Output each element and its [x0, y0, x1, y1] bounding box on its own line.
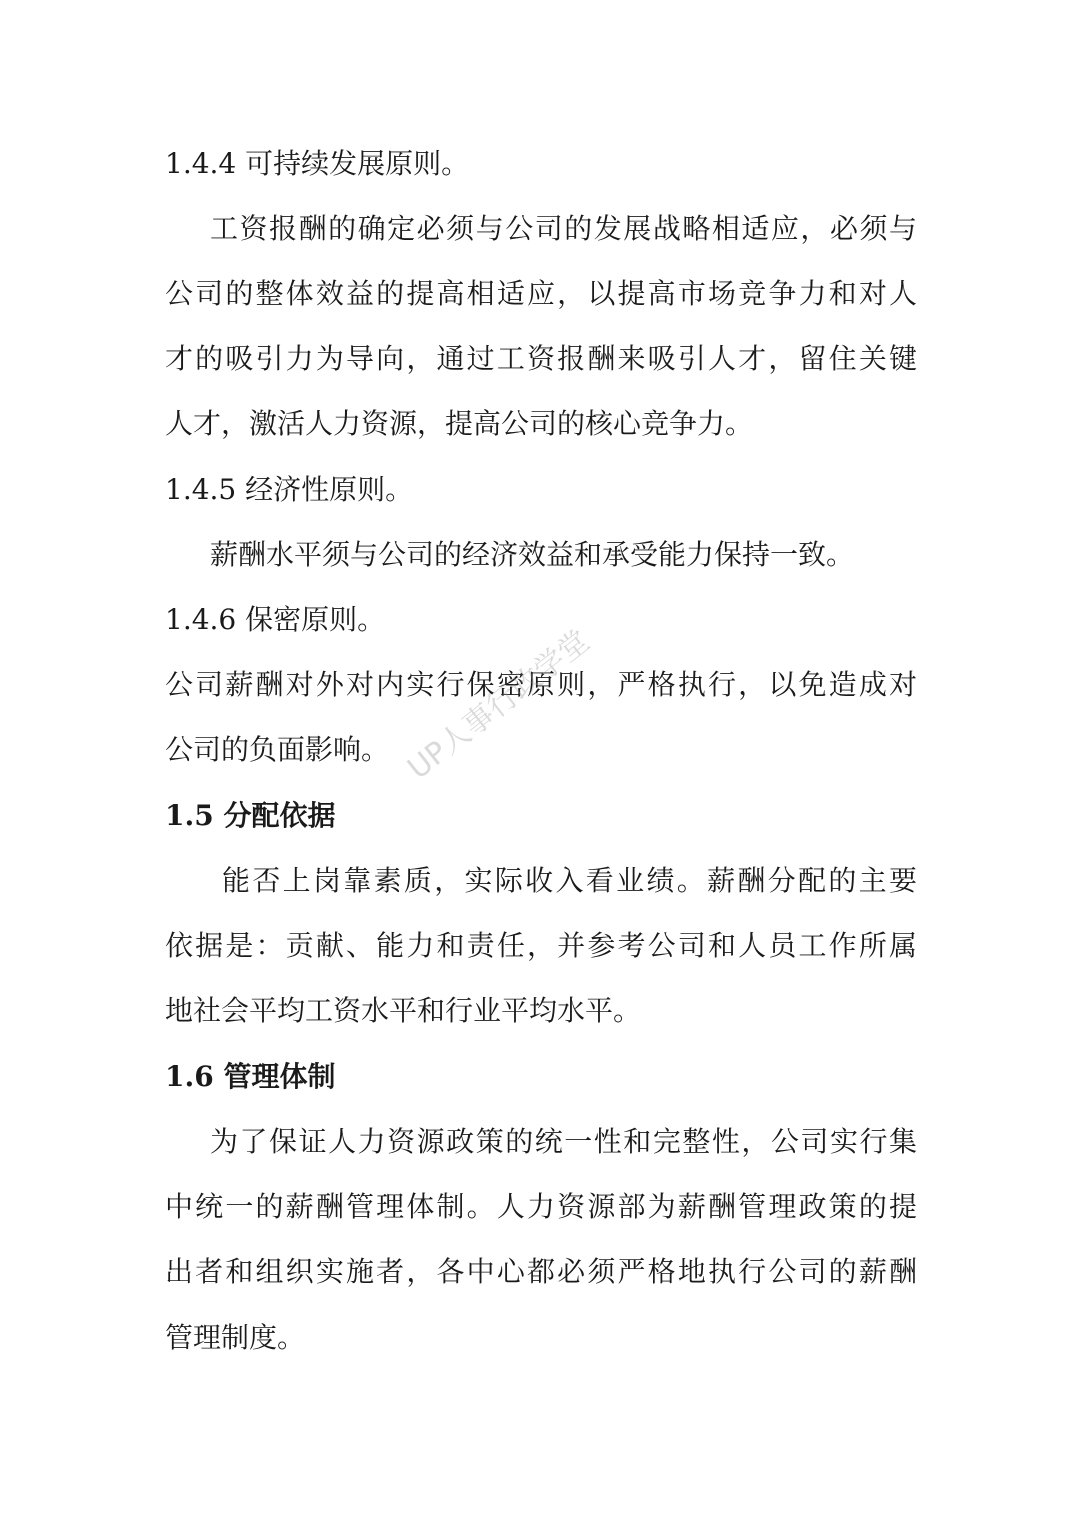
- paragraph-line: 地社会平均工资水平和行业平均水平。: [165, 994, 642, 1027]
- paragraph-line: 才的吸引力为导向，通过工资报酬来吸引人才，留住关键: [165, 342, 917, 375]
- paragraph-line: 公司的整体效益的提高相适应，以提高市场竞争力和对人: [165, 277, 917, 310]
- section-heading-1-4-5: 1.4.5 经济性原则。: [165, 473, 414, 506]
- paragraph-line: 公司薪酬对外对内实行保密原则，严格执行，以免造成对: [165, 668, 917, 701]
- paragraph-line: 管理制度。: [165, 1321, 306, 1354]
- paragraph-line: 出者和组织实施者，各中心都必须严格地执行公司的薪酬: [165, 1255, 917, 1288]
- section-heading-1-6: 1.6 管理体制: [165, 1060, 336, 1093]
- paragraph-line: 薪酬水平须与公司的经济效益和承受能力保持一致。: [210, 538, 855, 571]
- paragraph-line: 中统一的薪酬管理体制。人力资源部为薪酬管理政策的提: [165, 1190, 917, 1223]
- section-heading-1-4-4: 1.4.4 可持续发展原则。: [165, 147, 470, 180]
- watermark: UP人事行政学堂: [401, 623, 597, 787]
- paragraph-line: 依据是：贡献、能力和责任，并参考公司和人员工作所属: [165, 929, 917, 962]
- paragraph-line: 能否上岗靠素质，实际收入看业绩。薪酬分配的主要: [222, 864, 917, 897]
- section-heading-1-4-6: 1.4.6 保密原则。: [165, 603, 386, 636]
- paragraph-line: 工资报酬的确定必须与公司的发展战略相适应，必须与: [210, 212, 917, 245]
- paragraph-line: 公司的负面影响。: [165, 733, 390, 766]
- paragraph-line: 为了保证人力资源政策的统一性和完整性，公司实行集: [210, 1125, 917, 1158]
- paragraph-line: 人才，激活人力资源，提高公司的核心竞争力。: [165, 407, 754, 440]
- section-heading-1-5: 1.5 分配依据: [165, 799, 336, 832]
